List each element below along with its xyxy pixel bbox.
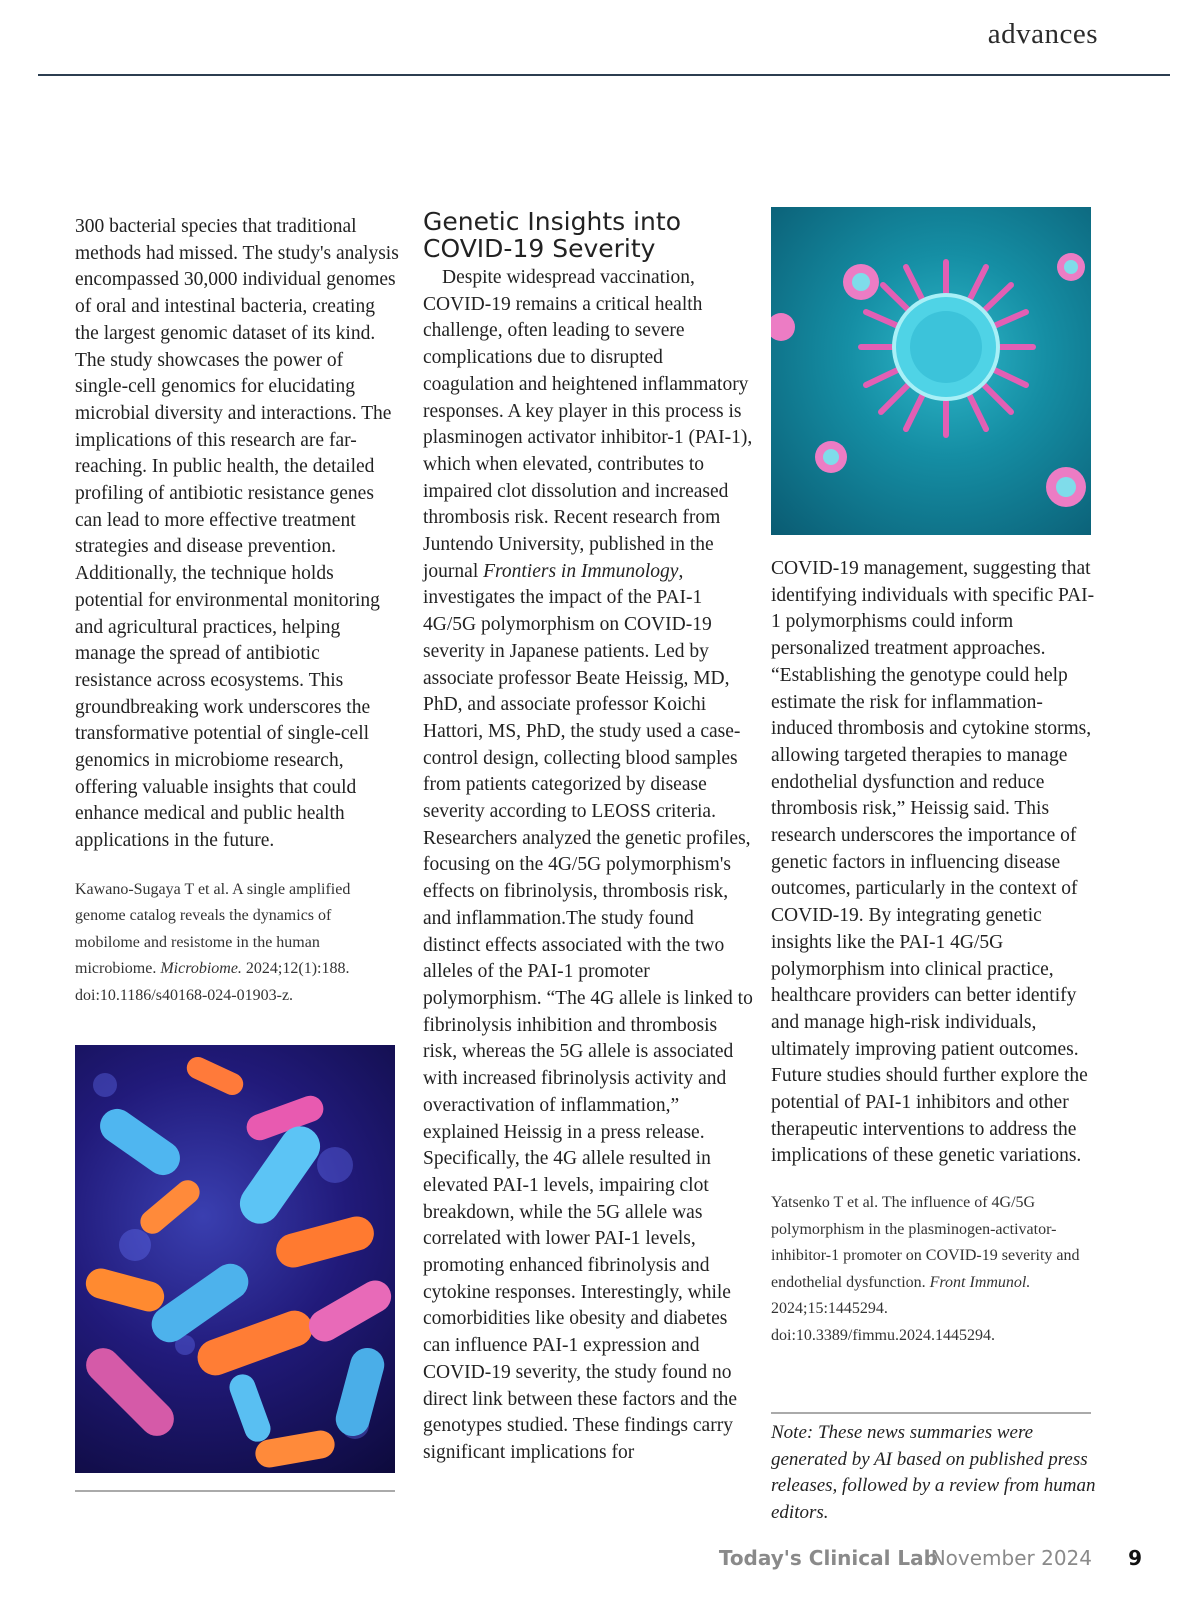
issue-date: November 2024 xyxy=(930,1546,1092,1570)
text-segment: , investigates the impact of the PAI-1 4G/5G polymorphism on COVID-19 severity in Japanese patients. Led by associate professor Beate Heissig, MD, PhD, and associate professor Koichi Hattori, MS, PhD, the study used a case-control design, collecting blood samples from patients categorized by disease severity according to LEOSS criteria. Researchers analyzed the genetic profiles, focusing on the 4G/5G polymorphism's effects on fibrinolysis, thrombosis risk, and inflammation.The study found distinct effects associated with the two alleles of the PAI-1 promoter polymorphism. “The 4G allele is linked to fibrinolysis inhibition and thrombosis risk, whereas the 5G allele is associated with increased fibrinolysis activity and overactivation of inflammation,” explained Heissig in a press release. Specifically, the 4G allele resulted in elevated PAI-1 levels, impairing clot breakdown, while the 5G allele was correlated with lower PAI-1 levels, promoting enhanced fibrinolysis and cytokine responses. Interestingly, while comorbidities like obesity and diabetes can influence PAI-1 expression and COVID-19 severity, the study found no direct link between these factors and the genotypes studied. These findings carry significant implications for xyxy=(423,560,753,1463)
right-reference xyxy=(771,1190,1101,1349)
ai-disclaimer-note: Note: These news summaries were generated by AI based on published press releases, followed by a review from human editors. xyxy=(771,1422,1096,1523)
left-reference xyxy=(75,877,400,1010)
header-divider xyxy=(38,74,1170,76)
magazine-title: Today's Clinical Lab xyxy=(718,1546,938,1570)
right-column-text: COVID-19 management, suggesting that identifying individuals with specific PAI-1 polymorphisms could inform personalized treatment approaches. “Establishing the genotype could help estimate the risk for inflammation-induced thrombosis and cytokine storms, allowing targeted therapies to manage endothelial dysfunction and reduce thrombosis risk,” Heissig said. This research underscores the importance of genetic factors in influencing disease outcomes, particularly in the context of COVID-19. By integrating genetic insights like the PAI-1 4G/5G polymorphism into clinical practice, healthcare providers can better identify and manage high-risk individuals, ultimately improving patient outcomes. Future studies should further explore the potential of PAI-1 inhibitors and other therapeutic interventions to address the implications of these genetic variations. xyxy=(771,558,1095,1167)
left-column-text: 300 bacterial species that traditional methods had missed. The study's analysis encompassed 30,000 individual genomes of oral and intestinal bacteria, creating the largest genomic dataset of its kind. The study showcases the power of single-cell genomics for elucidating microbial diversity and interactions. The implications of this research are far-reaching. In public health, the detailed profiling of antibiotic resistance genes can lead to more effective treatment strategies and disease prevention. Additionally, the technique holds potential for environmental monitoring and agricultural practices, helping manage the spread of antibiotic resistance across ecosystems. This groundbreaking work underscores the transformative potential of single-cell genomics in microbiome research, offering valuable insights that could enhance medical and public health applications in the future. xyxy=(75,216,399,852)
reference-journal: Microbiome. xyxy=(160,960,242,978)
article-headline: Genetic Insights into COVID-19 Severity xyxy=(423,207,681,263)
note-divider xyxy=(771,1412,1091,1414)
reference-citation: Kawano-Sugaya T et al. A single amplified genome catalog reveals the dynamics of mobilome and resistome in the human microbiome. xyxy=(75,880,351,978)
bacteria-illustration xyxy=(75,1045,395,1473)
left-column xyxy=(75,214,400,1009)
reference-details: 2024;12(1):188. doi:10.1186/s40168-024-01903-z. xyxy=(75,960,350,1004)
section-label: advances xyxy=(987,18,1098,50)
reference-citation: Yatsenko T et al. The influence of 4G/5G polymorphism in the plasminogen-activator-inhibitor-1 promoter on COVID-19 severity and endothelial dysfunction. xyxy=(771,1194,1080,1291)
coronavirus-illustration xyxy=(771,207,1091,535)
page-number: 9 xyxy=(1128,1546,1142,1570)
middle-column-text xyxy=(423,265,753,1467)
reference-journal: Front Immunol. xyxy=(929,1273,1031,1291)
middle-column xyxy=(423,208,753,1467)
page-footer xyxy=(0,1546,1200,1576)
text-segment: Despite widespread vaccination, COVID-19 remains a critical health challenge, often leading to severe complications due to disrupted coagulation and heightened inflammatory responses. A key player in this process is plasminogen activator inhibitor-1 (PAI-1), which when elevated, contributes to impaired clot dissolution and increased thrombosis risk. Recent research from Juntendo University, published in the journal xyxy=(423,267,753,582)
virus-image xyxy=(771,207,1091,535)
bacteria-image xyxy=(75,1045,395,1473)
reference-details: 2024;15:1445294. doi:10.3389/fimmu.2024.1445294. xyxy=(771,1300,995,1344)
left-divider xyxy=(75,1490,395,1492)
right-column xyxy=(771,556,1101,1349)
journal-name: Frontiers in Immunology xyxy=(483,560,679,582)
